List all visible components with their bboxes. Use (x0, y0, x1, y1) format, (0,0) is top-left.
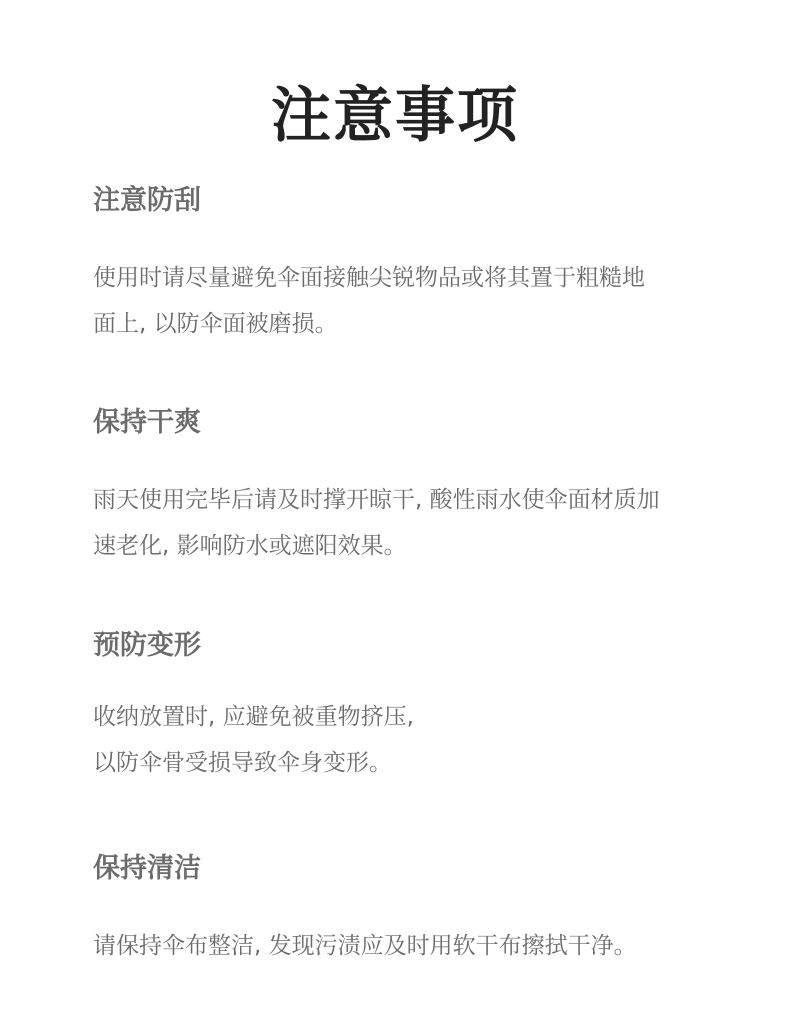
section-body (93, 255, 733, 347)
section-heading: 保持干爽 (93, 407, 201, 438)
body-line: 速老化, 影响防水或遮阳效果。 (93, 533, 407, 559)
section-heading: 保持清洁 (93, 853, 201, 884)
body-line: 使用时请尽量避免伞面接触尖锐物品或将其置于粗糙地 (93, 265, 645, 291)
section-heading: 注意防刮 (93, 185, 201, 216)
page-title: 注意事项 (271, 81, 519, 152)
body-line: 面上, 以防伞面被磨损。 (93, 311, 338, 337)
body-line: 雨天使用完毕后请及时撑开晾干, 酸性雨水使伞面材质加 (93, 487, 660, 513)
body-line: 收纳放置时, 应避免被重物挤压, (93, 704, 414, 730)
section-body (93, 477, 733, 569)
section-keep-clean (93, 852, 733, 969)
body-line: 以防伞骨受损导致伞身变形。 (93, 750, 392, 776)
section-heading: 预防变形 (93, 630, 201, 661)
body-line: 请保持伞布整洁, 发现污渍应及时用软干布擦拭干净。 (93, 933, 637, 959)
section-prevent-deformation (93, 629, 733, 786)
section-keep-dry (93, 406, 733, 569)
section-body (93, 923, 733, 969)
section-scratch-prevention (93, 184, 733, 347)
section-body (93, 694, 733, 786)
